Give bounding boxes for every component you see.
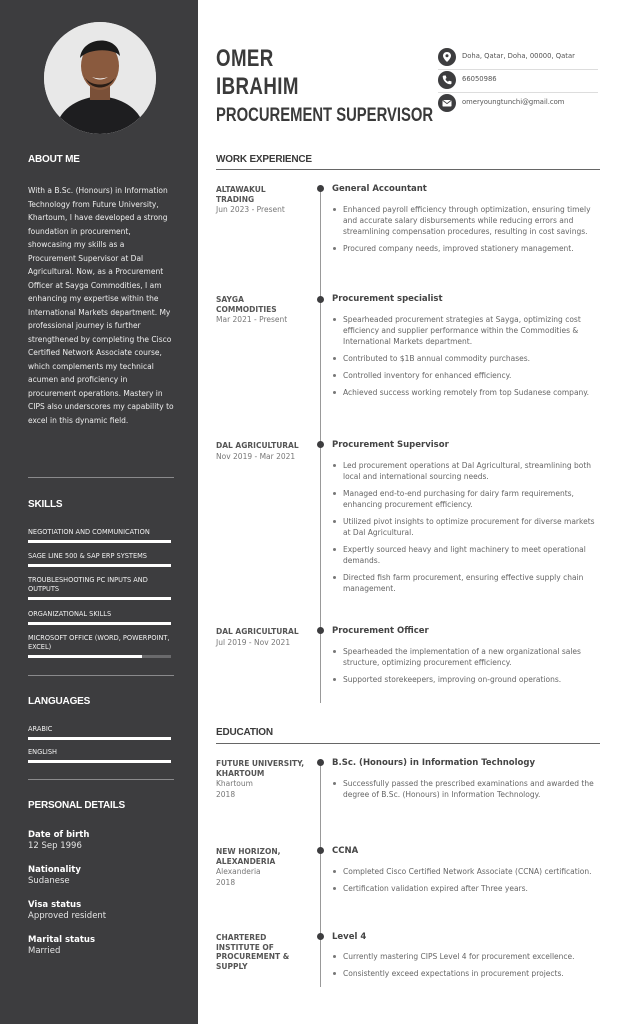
bullet-item: Expertly sourced heavy and light machinery to meet operational demands. <box>332 544 600 566</box>
bullet-item: Directed fish farm procurement, ensuring effective supply chain management. <box>332 572 600 594</box>
bullet-item: Utilized pivot insights to optimize procurement for diverse markets at Dal Agricultural. <box>332 516 600 538</box>
skill-bar-fill <box>28 540 171 543</box>
bullet-item: Achieved success working remotely from top Sudanese company. <box>332 387 600 398</box>
timeline-dot <box>317 933 324 940</box>
detail-value: 12 Sep 1996 <box>28 841 82 851</box>
position-title: General Accountant <box>332 184 427 194</box>
bullet-item: Managed end-to-end purchasing for dairy farm requirements, enhancing procurement efficiency. <box>332 488 600 510</box>
divider <box>28 477 174 478</box>
institution-label: NEW HORIZON, ALEXANDERIA <box>216 847 281 866</box>
personal-detail <box>28 865 81 886</box>
timeline-dot <box>317 627 324 634</box>
contact-phone <box>438 70 600 92</box>
job-title: PROCUREMENT SUPERVISOR <box>216 105 434 126</box>
job-bullets <box>332 314 600 404</box>
bullet-item: Spearheaded procurement strategies at Sayga, optimizing cost efficiency and supplier performance within the Commodities & International Markets department. <box>332 314 600 347</box>
skill-item <box>28 528 171 543</box>
skill-name: ORGANIZATIONAL SKILLS <box>28 610 112 618</box>
last-name: IBRAHIM <box>216 73 299 100</box>
graduation-year: 2018 <box>216 789 236 799</box>
institution-name <box>216 933 306 971</box>
bullet-item: Certification validation expired after Three years. <box>332 883 600 894</box>
company-name <box>216 627 306 647</box>
language-bar-fill <box>28 760 171 763</box>
company-label: ALTAWAKUL TRADING <box>216 185 266 204</box>
detail-label: Date of birth <box>28 830 90 840</box>
job-bullets <box>332 460 600 600</box>
institution-name <box>216 759 306 799</box>
language-name: ENGLISH <box>28 748 57 756</box>
bullet-item: Spearheaded the implementation of a new organizational sales structure, optimizing procurement efficiency. <box>332 646 600 668</box>
institution-label: CHARTERED INSTITUTE OF PROCUREMENT & SUPPLY <box>216 933 290 971</box>
email-icon <box>438 94 456 112</box>
skill-bar <box>28 540 171 543</box>
detail-label: Nationality <box>28 865 81 875</box>
job-bullets <box>332 646 600 691</box>
company-name <box>216 441 306 461</box>
contact-address <box>438 47 600 69</box>
personal-detail <box>28 900 106 921</box>
detail-value: Married <box>28 946 61 956</box>
timeline-dot <box>317 441 324 448</box>
company-name <box>216 185 306 215</box>
education-bullets <box>332 951 600 985</box>
about-heading: ABOUT ME <box>28 154 80 165</box>
institution-place: Khartoum <box>216 779 253 788</box>
position-title: Procurement specialist <box>332 294 443 304</box>
location-pin-icon <box>438 48 456 66</box>
detail-value: Sudanese <box>28 876 70 886</box>
detail-label: Visa status <box>28 900 82 910</box>
timeline-dot <box>317 847 324 854</box>
job-dates: Mar 2021 - Present <box>216 315 288 324</box>
about-text: With a B.Sc. (Honours) in Information Technology from Future University, Khartoum, I have developed a strong foundation in procurement, showcasing my skills as a Procurement Supervisor at Dal Agricultural. Now, as a Procurement Officer at Sayga Commodities, I am enhancing my expertise within the International Markets department. My professional journey is further strengthened by completing the Cisco Certified Network Associate course, which complements my technical acumen and proficiency in procurement operations. Mastery in CIPS also underscores my capability to excel in this dynamic field. <box>28 186 174 425</box>
skill-name: TROUBLESHOOTING PC INPUTS AND OUTPUTS <box>28 576 148 593</box>
skill-bar <box>28 622 171 625</box>
job-dates: Jun 2023 - Present <box>216 205 285 214</box>
bullet-item: Procured company needs, improved stationery management. <box>332 243 600 254</box>
degree-title: B.Sc. (Honours) in Information Technology <box>332 758 536 768</box>
language-bar <box>28 737 171 740</box>
skill-bar-fill <box>28 622 171 625</box>
position-title: Procurement Supervisor <box>332 440 449 450</box>
company-name <box>216 295 306 325</box>
skill-bar <box>28 655 171 658</box>
degree-title: Level 4 <box>332 932 367 942</box>
skill-bar <box>28 597 171 600</box>
skills-heading: SKILLS <box>28 499 63 510</box>
job-dates: Jul 2019 - Nov 2021 <box>216 637 291 647</box>
personal-detail <box>28 830 89 851</box>
company-label: DAL AGRICULTURAL <box>216 627 299 636</box>
skill-item <box>28 634 171 658</box>
personal-detail <box>28 935 95 956</box>
languages-heading: LANGUAGES <box>28 696 91 707</box>
company-label: SAYGA COMMODITIES <box>216 295 277 314</box>
language-bar <box>28 760 171 763</box>
section-rule <box>216 169 600 170</box>
skill-bar-fill <box>28 564 171 567</box>
language-item <box>28 748 171 763</box>
divider <box>28 779 174 780</box>
position-title: Procurement Officer <box>332 626 429 636</box>
first-name: OMER <box>216 45 274 72</box>
company-label: DAL AGRICULTURAL <box>216 441 299 450</box>
skill-name: NEGOTIATION AND COMMUNICATION <box>28 528 150 536</box>
bullet-item: Completed Cisco Certified Network Associate (CCNA) certification. <box>332 866 600 877</box>
degree-title: CCNA <box>332 846 359 856</box>
timeline-dot <box>317 759 324 766</box>
skill-bar-fill <box>28 597 171 600</box>
address-text: Doha, Qatar, Doha, 00000, Qatar <box>462 52 575 60</box>
bullet-item: Consistently exceed expectations in procurement projects. <box>332 968 600 979</box>
phone-icon <box>438 71 456 89</box>
education-bullets <box>332 866 600 900</box>
contact-email <box>438 93 600 115</box>
detail-label: Marital status <box>28 935 96 945</box>
detail-value: Approved resident <box>28 911 107 921</box>
sidebar <box>0 0 198 1024</box>
bullet-item: Currently mastering CIPS Level 4 for procurement excellence. <box>332 951 600 962</box>
timeline-line <box>320 762 321 987</box>
skill-item <box>28 552 171 567</box>
education-heading: EDUCATION <box>216 727 273 738</box>
bullet-item: Controlled inventory for enhanced efficiency. <box>332 370 600 381</box>
institution-label: FUTURE UNIVERSITY, KHARTOUM <box>216 759 305 778</box>
institution-place: Alexanderia <box>216 867 261 876</box>
institution-name <box>216 847 306 887</box>
section-rule <box>216 743 600 744</box>
timeline-dot <box>317 185 324 192</box>
job-bullets <box>332 204 600 260</box>
personal-details-heading: PERSONAL DETAILS <box>28 800 125 811</box>
skill-item <box>28 576 171 600</box>
language-name: ARABIC <box>28 725 53 733</box>
skill-bar-fill <box>28 655 142 658</box>
bullet-item: Led procurement operations at Dal Agricultural, streamlining both local and international sourcing needs. <box>332 460 600 482</box>
divider <box>28 675 174 676</box>
profile-photo <box>44 22 156 134</box>
timeline-dot <box>317 296 324 303</box>
phone-text: 66050986 <box>462 75 497 83</box>
bullet-item: Enhanced payroll efficiency through optimization, ensuring timely and accurate salary disbursements while reducing errors and streamlining compensation procedures, resulting in cost savings. <box>332 204 600 237</box>
bullet-item: Successfully passed the prescribed examinations and awarded the degree of B.Sc. (Honours) in Information Technology. <box>332 778 600 800</box>
graduation-year: 2018 <box>216 877 236 887</box>
education-bullets <box>332 778 600 806</box>
skill-name: SAGE LINE 500 & SAP ERP SYSTEMS <box>28 552 147 560</box>
language-item <box>28 725 171 740</box>
email-text[interactable]: omeryoungtunchi@gmail.com <box>462 98 565 106</box>
bullet-item: Contributed to $1B annual commodity purchases. <box>332 353 600 364</box>
language-bar-fill <box>28 737 171 740</box>
skill-item <box>28 610 171 625</box>
skill-bar <box>28 564 171 567</box>
work-experience-heading: WORK EXPERIENCE <box>216 154 312 165</box>
bullet-item: Supported storekeepers, improving on-ground operations. <box>332 674 600 685</box>
skill-name: MICROSOFT OFFICE (WORD, POWERPOINT, EXCEL) <box>28 634 170 651</box>
job-dates: Nov 2019 - Mar 2021 <box>216 451 296 461</box>
